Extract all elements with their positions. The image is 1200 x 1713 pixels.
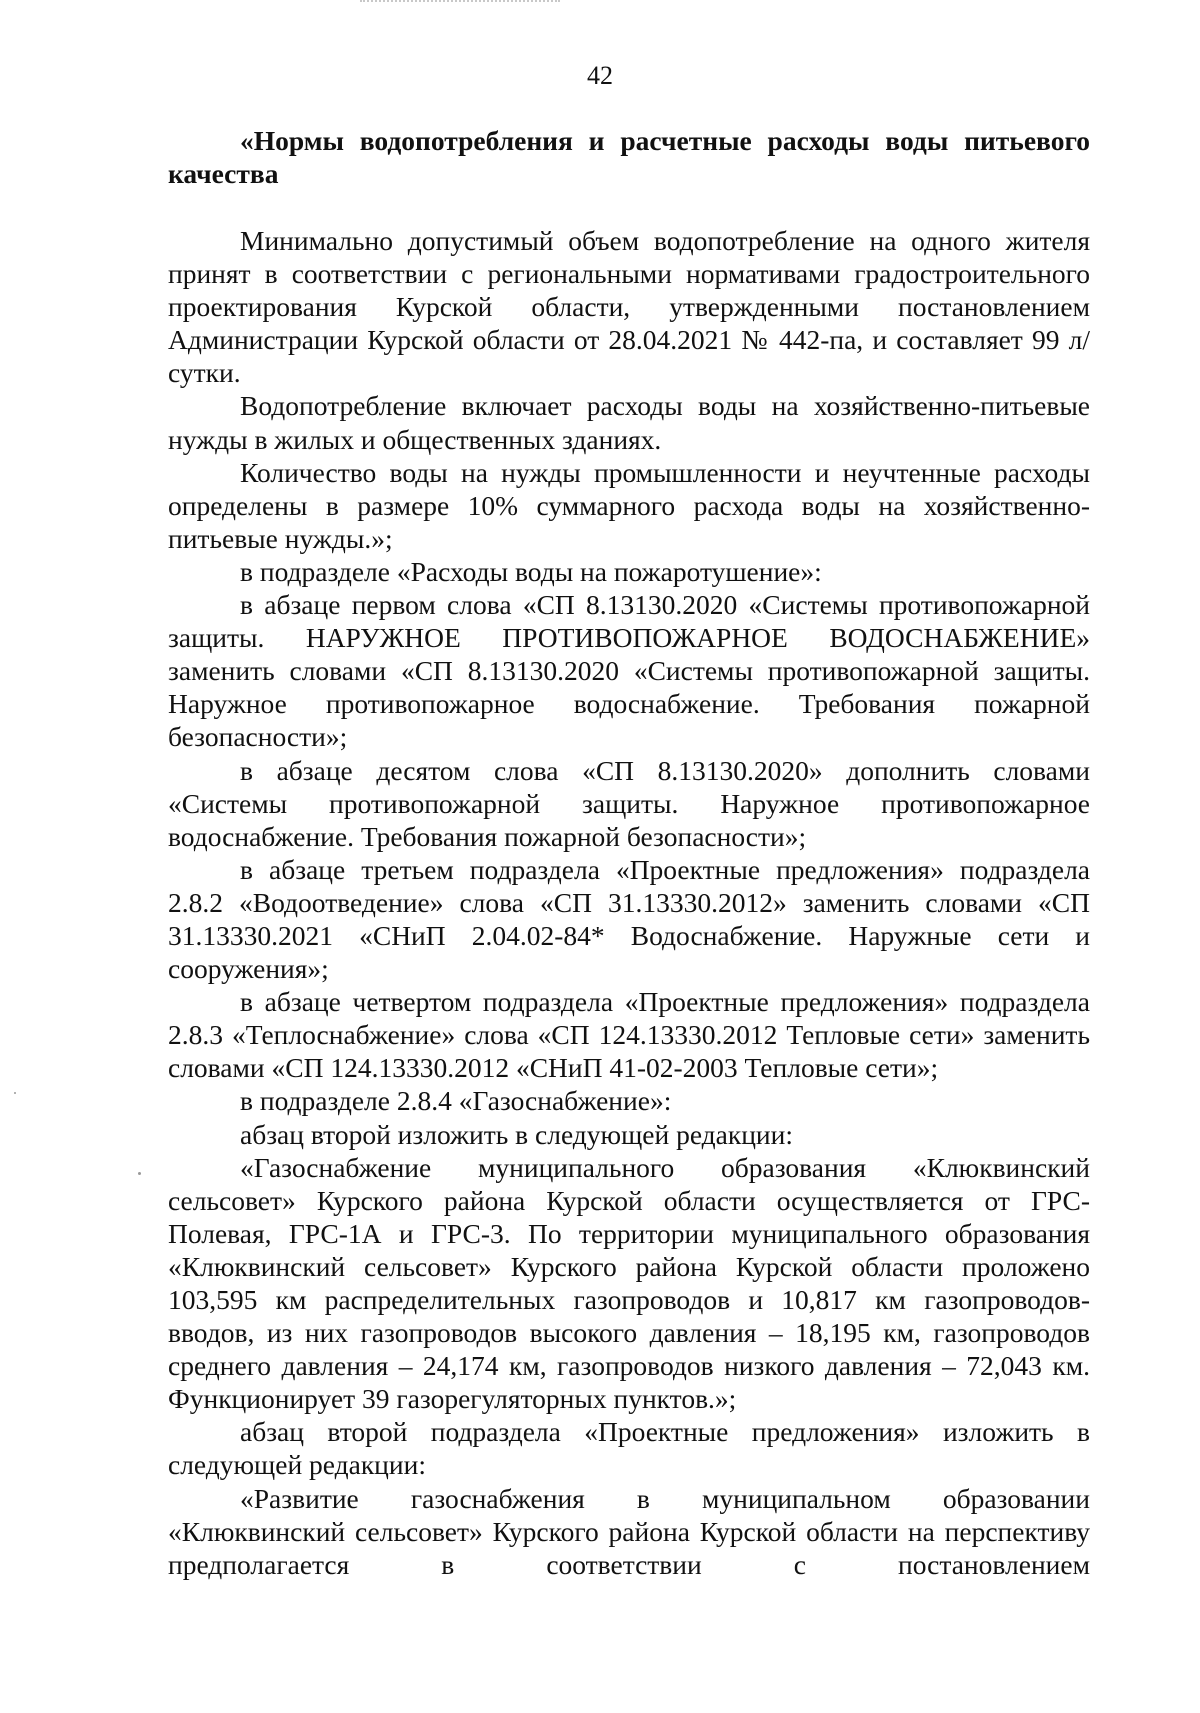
- scan-speck: [14, 1092, 16, 1094]
- paragraph: абзац второй изложить в следующей редакции:: [240, 1118, 794, 1150]
- scan-speck: [138, 1172, 141, 1175]
- paragraph: в абзаце четвертом подраздела «Проектные предложения» подраздела 2.8.3 «Теплоснабжение» слова «СП 124.13330.2012 Тепловые сети» заменить словами «СП 124.13330.2012 «СНиП 41-02-2003 Тепловые сети»;: [168, 986, 1090, 1084]
- paragraph: Количество воды на нужды промышленности и неучтенные расходы определены в размере 10% суммарного расхода воды на хозяйственно-питьевые нужды.»;: [168, 456, 1090, 554]
- paragraph: в абзаце третьем подраздела «Проектные предложения» подраздела 2.8.2 «Водоотведение» слова «СП 31.13330.2012» заменить словами «СП 31.13330.2021 «СНиП 2.04.02-84* Водоснабжение. Наружные сети и сооружения»;: [168, 853, 1090, 985]
- paragraph: в абзаце первом слова «СП 8.13130.2020 «Системы противопожарной защиты. НАРУЖНОЕ ПРОТИВОПОЖАРНОЕ ВОДОСНАБЖЕНИЕ» заменить словами «СП 8.13130.2020 «Системы противопожарной защиты. Наружное противопожарное водоснабжение. Требования пожарной безопасности»;: [168, 589, 1090, 753]
- section-heading: «Нормы водопотребления и расчетные расходы воды питьевого качества: [168, 125, 1090, 189]
- paragraph: абзац второй подраздела «Проектные предложения» изложить в следующей редакции:: [168, 1416, 1090, 1481]
- paragraph: в подразделе 2.8.4 «Газоснабжение»:: [240, 1085, 672, 1117]
- paragraph: Минимально допустимый объем водопотребление на одного жителя принят в соответствии с региональными нормативами градостроительного проектирования Курской области, утвержденными постановлением Администрации Курской области от 28.04.2021 № 442-па, и составляет 99 л/сутки.: [168, 225, 1090, 389]
- paragraph: Водопотребление включает расходы воды на хозяйственно-питьевые нужды в жилых и общественных зданиях.: [168, 390, 1090, 455]
- page-number: 42: [587, 61, 613, 90]
- document-body: [168, 124, 1090, 1581]
- paragraph: в подразделе «Расходы воды на пожаротушение»:: [240, 555, 822, 587]
- paragraph: «Развитие газоснабжения в муниципальном образовании «Клюквинский сельсовет» Курского района Курской области на перспективу предполагается в соответствии с постановлением: [168, 1482, 1090, 1580]
- paragraph: «Газоснабжение муниципального образования «Клюквинский сельсовет» Курского района Курской области осуществляется от ГРС-Полевая, ГРС-1А и ГРС-3. По территории муниципального образования «Клюквинский сельсовет» Курского района Курской области проложено 103,595 км распределительных газопроводов и 10,817 км газопроводов-вводов, из них газопроводов высокого давления – 18,195 км, газопроводов среднего давления – 24,174 км, газопроводов низкого давления – 72,043 км. Функционирует 39 газорегуляторных пунктов.»;: [168, 1151, 1090, 1415]
- paragraph: в абзаце десятом слова «СП 8.13130.2020» дополнить словами «Системы противопожарной защиты. Наружное противопожарное водоснабжение. Требования пожарной безопасности»;: [168, 754, 1090, 852]
- scan-noise: [360, 0, 560, 4]
